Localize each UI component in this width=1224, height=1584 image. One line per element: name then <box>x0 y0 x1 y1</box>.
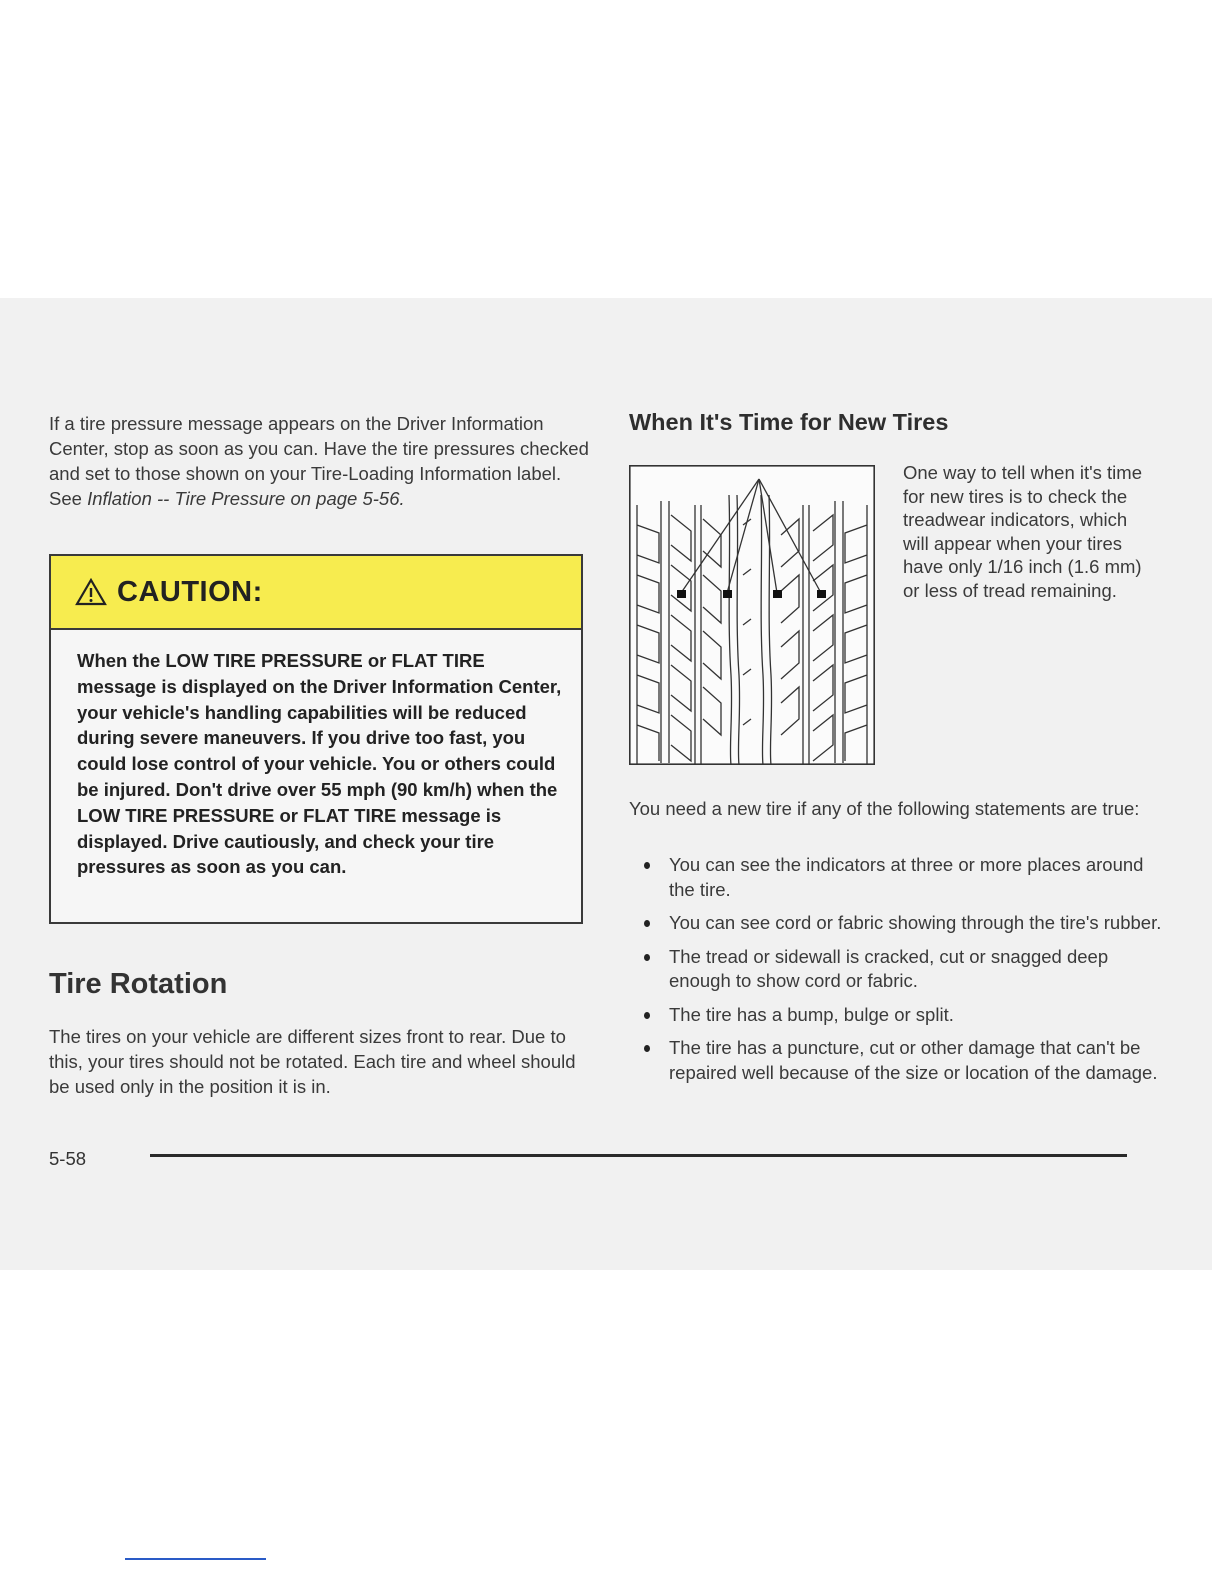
bullet-icon <box>644 862 650 869</box>
list-item-text: The tire has a bump, bulge or split. <box>669 1003 954 1025</box>
list-item-text: You can see the indicators at three or more places around the tire. <box>669 854 1144 900</box>
list-item <box>629 945 1169 994</box>
list-item <box>629 911 1169 936</box>
warning-triangle-icon <box>75 578 107 606</box>
intro-paragraph <box>49 411 594 511</box>
list-item-text: The tire has a puncture, cut or other damage that can't be repaired well because of the size or location of the damage. <box>669 1037 1158 1083</box>
footer-divider <box>150 1154 1127 1157</box>
inflation-reference: Inflation -- Tire Pressure on page 5-56. <box>87 488 405 509</box>
caution-title: CAUTION: <box>117 575 263 608</box>
bullet-icon <box>644 1012 650 1019</box>
bullet-icon <box>644 1045 650 1052</box>
tire-rotation-heading: Tire Rotation <box>49 968 228 1000</box>
list-item-text: The tread or sidewall is cracked, cut or snagged deep enough to show cord or fabric. <box>669 945 1109 991</box>
intro-text: If a tire pressure message appears on the Driver Information Center, stop as soon as you can. Have the tire pressures checked and set to those shown on your Tire-Loading Information label. See <box>49 413 589 509</box>
link-underline[interactable] <box>125 1558 266 1560</box>
bullet-icon <box>644 954 650 961</box>
treadwear-indicator-text: One way to tell when it's time for new tires is to check the treadwear indicators, which will appear when your tires have only 1/16 inch (1.6 mm) or less of tread remaining. <box>903 462 1142 601</box>
list-item <box>629 1003 1169 1028</box>
bullet-icon <box>644 920 650 927</box>
caution-text: When the LOW TIRE PRESSURE or FLAT TIRE message is displayed on the Driver Information Center, your vehicle's handling capabilities will be reduced during severe maneuvers. If you drive too fast, you could lose control of your vehicle. You or others could be injured. Don't drive over 55 mph (90 km/h) when the LOW TIRE PRESSURE or FLAT TIRE message is displayed. Drive cautiously, and check your tire pressures as soon as you can. <box>77 650 562 878</box>
list-item-text: You can see cord or fabric showing through the tire's rubber. <box>669 912 1162 933</box>
list-item <box>629 853 1169 902</box>
page-number: 5-58 <box>49 1148 87 1169</box>
new-tires-heading: When It's Time for New Tires <box>629 409 949 435</box>
tire-rotation-text: The tires on your vehicle are different sizes front to rear. Due to this, your tires should not be rotated. Each tire and wheel should be used only in the position it is in. <box>49 1026 576 1097</box>
new-tire-criteria-list <box>629 853 1169 1094</box>
new-tire-criteria-intro: You need a new tire if any of the following statements are true: <box>629 798 1140 819</box>
caution-header <box>51 556 581 630</box>
caution-box <box>49 554 583 924</box>
list-item <box>629 1036 1169 1085</box>
tire-tread-illustration <box>629 465 875 765</box>
